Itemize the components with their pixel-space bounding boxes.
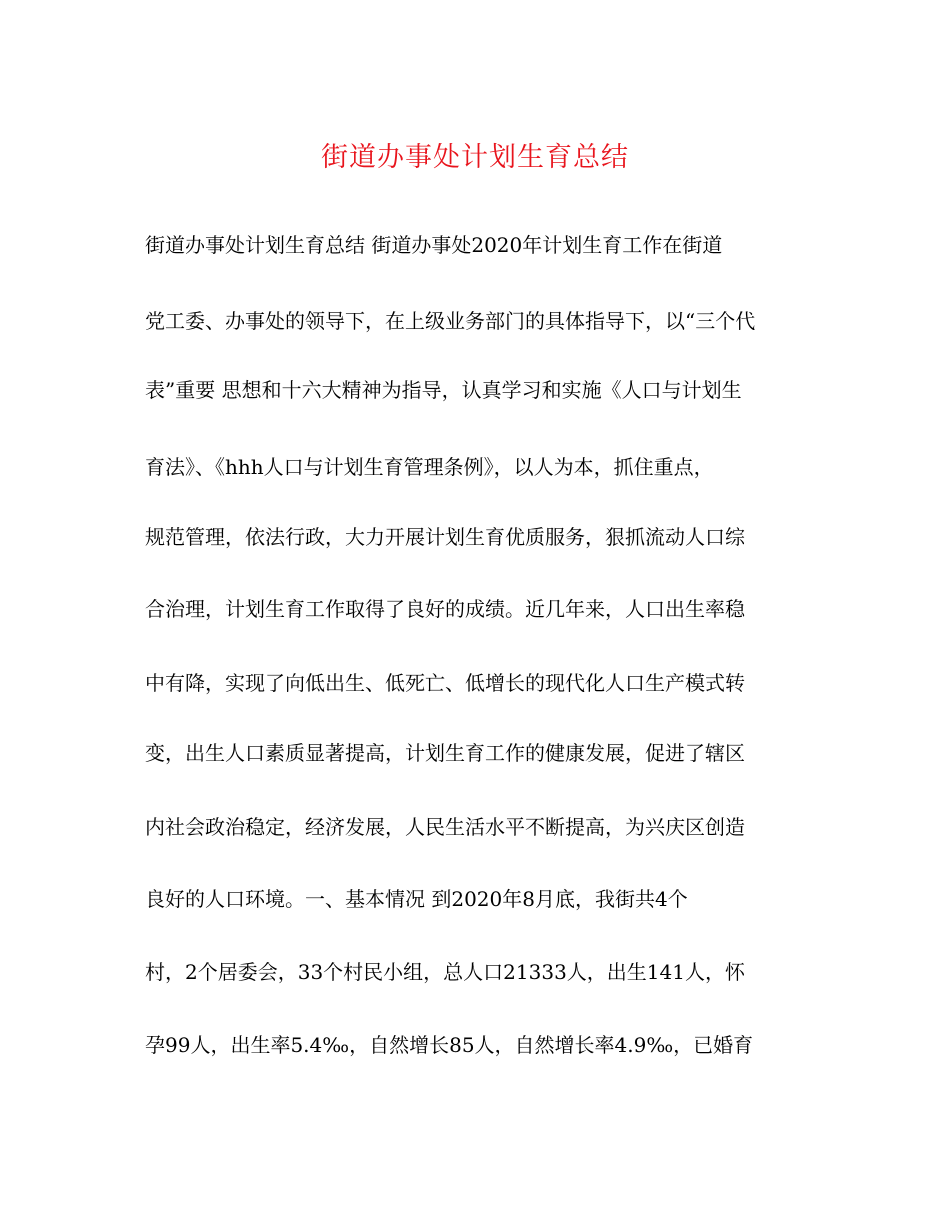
body-line: 党工委、办事处的领导下，在上级业务部门的具体指导下，以“三个代 — [145, 309, 756, 333]
body-line: 村，2个居委会，33个村民小组，总人口21333人，出生141人，怀 — [145, 960, 745, 984]
body-line: 变，出生人口素质显著提高，计划生育工作的健康发展，促进了辖区 — [145, 741, 745, 765]
body-line: 育法》、《hhh人口与计划生育管理条例》，以人为本，抓住重点， — [145, 455, 714, 479]
body-line: 中有降，实现了向低出生、低死亡、低增长的现代化人口生产模式转 — [145, 671, 745, 695]
body-line: 规范管理，依法行政，大力开展计划生育优质服务，狠抓流动人口综 — [145, 525, 745, 549]
body-line: 合治理，计划生育工作取得了良好的成绩。近几年来，人口出生率稳 — [145, 597, 745, 621]
body-line: 良好的人口环境。一、基本情况 到2020年8月底，我街共4个 — [145, 887, 688, 911]
body-line: 街道办事处计划生育总结 街道办事处2020年计划生育工作在街道 — [145, 233, 723, 257]
document-title: 街道办事处计划生育总结 — [321, 142, 629, 173]
body-line: 表”重要 思想和十六大精神为指导，认真学习和实施《人口与计划生 — [145, 378, 742, 402]
body-line: 孕99人，出生率5.4‰，自然增长85人，自然增长率4.9‰，已婚育 — [145, 1033, 754, 1057]
body-line: 内社会政治稳定，经济发展，人民生活水平不断提高，为兴庆区创造 — [145, 815, 745, 839]
